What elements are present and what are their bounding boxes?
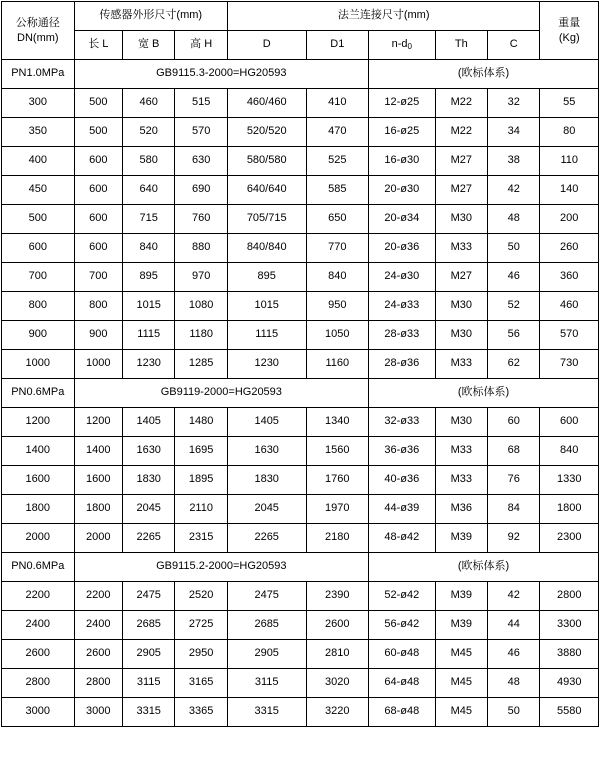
cell-width-b: 580 bbox=[122, 147, 174, 176]
cell-length-l: 700 bbox=[74, 263, 122, 292]
cell-dn: 300 bbox=[2, 89, 75, 118]
cell-height-h: 1285 bbox=[175, 350, 227, 379]
cell-length-l: 600 bbox=[74, 234, 122, 263]
header-diameter-d: D bbox=[227, 31, 306, 60]
specification-table bbox=[1, 1, 599, 727]
cell-weight: 260 bbox=[540, 234, 599, 263]
cell-diameter-d1: 3220 bbox=[306, 698, 369, 727]
cell-thickness-c: 42 bbox=[488, 582, 540, 611]
cell-diameter-d1: 1050 bbox=[306, 321, 369, 350]
cell-height-h: 1695 bbox=[175, 437, 227, 466]
cell-width-b: 895 bbox=[122, 263, 174, 292]
header-bolt-holes bbox=[369, 31, 436, 60]
cell-height-h: 760 bbox=[175, 205, 227, 234]
cell-bolt-holes: 20-ø30 bbox=[369, 176, 436, 205]
cell-weight: 80 bbox=[540, 118, 599, 147]
cell-thread-th: M30 bbox=[435, 292, 487, 321]
cell-weight: 3880 bbox=[540, 640, 599, 669]
cell-bolt-holes: 56-ø42 bbox=[369, 611, 436, 640]
cell-diameter-d: 580/580 bbox=[227, 147, 306, 176]
header-nominal-diameter bbox=[2, 2, 75, 60]
table-row bbox=[2, 524, 599, 553]
cell-height-h: 1480 bbox=[175, 408, 227, 437]
header-diameter-d1: D1 bbox=[306, 31, 369, 60]
cell-diameter-d: 840/840 bbox=[227, 234, 306, 263]
cell-length-l: 1400 bbox=[74, 437, 122, 466]
cell-width-b: 3315 bbox=[122, 698, 174, 727]
table-row bbox=[2, 176, 599, 205]
cell-diameter-d1: 650 bbox=[306, 205, 369, 234]
cell-thickness-c: 46 bbox=[488, 640, 540, 669]
cell-bolt-holes: 64-ø48 bbox=[369, 669, 436, 698]
cell-dn: 600 bbox=[2, 234, 75, 263]
cell-thread-th: M27 bbox=[435, 263, 487, 292]
cell-width-b: 1830 bbox=[122, 466, 174, 495]
cell-length-l: 500 bbox=[74, 118, 122, 147]
table-row bbox=[2, 147, 599, 176]
cell-bolt-holes: 12-ø25 bbox=[369, 89, 436, 118]
table-row bbox=[2, 118, 599, 147]
header-thickness-c: C bbox=[488, 31, 540, 60]
cell-dn: 1400 bbox=[2, 437, 75, 466]
cell-diameter-d1: 1560 bbox=[306, 437, 369, 466]
cell-bolt-holes: 52-ø42 bbox=[369, 582, 436, 611]
header-weight-line2: (Kg) bbox=[558, 31, 580, 44]
cell-height-h: 880 bbox=[175, 234, 227, 263]
cell-weight: 4930 bbox=[540, 669, 599, 698]
group-header-row bbox=[2, 553, 599, 582]
cell-thread-th: M33 bbox=[435, 234, 487, 263]
group-header-row bbox=[2, 60, 599, 89]
cell-dn: 900 bbox=[2, 321, 75, 350]
cell-weight: 360 bbox=[540, 263, 599, 292]
table-row bbox=[2, 408, 599, 437]
cell-height-h: 1180 bbox=[175, 321, 227, 350]
cell-thickness-c: 48 bbox=[488, 669, 540, 698]
cell-thickness-c: 48 bbox=[488, 205, 540, 234]
cell-bolt-holes: 48-ø42 bbox=[369, 524, 436, 553]
header-bolt-holes-subscript: 0 bbox=[407, 42, 412, 52]
cell-thread-th: M27 bbox=[435, 147, 487, 176]
cell-width-b: 460 bbox=[122, 89, 174, 118]
cell-diameter-d: 2905 bbox=[227, 640, 306, 669]
header-flange-dimensions: 法兰连接尺寸(mm) bbox=[227, 2, 540, 31]
cell-length-l: 1000 bbox=[74, 350, 122, 379]
cell-thickness-c: 42 bbox=[488, 176, 540, 205]
cell-weight: 110 bbox=[540, 147, 599, 176]
cell-bolt-holes: 20-ø36 bbox=[369, 234, 436, 263]
cell-diameter-d: 1830 bbox=[227, 466, 306, 495]
cell-thickness-c: 38 bbox=[488, 147, 540, 176]
cell-thread-th: M36 bbox=[435, 495, 487, 524]
table-header-row-sub bbox=[2, 31, 599, 60]
cell-dn: 450 bbox=[2, 176, 75, 205]
cell-diameter-d: 2475 bbox=[227, 582, 306, 611]
cell-bolt-holes: 16-ø30 bbox=[369, 147, 436, 176]
cell-thickness-c: 68 bbox=[488, 437, 540, 466]
cell-bolt-holes: 24-ø33 bbox=[369, 292, 436, 321]
cell-width-b: 520 bbox=[122, 118, 174, 147]
cell-diameter-d: 1015 bbox=[227, 292, 306, 321]
cell-thickness-c: 84 bbox=[488, 495, 540, 524]
cell-thickness-c: 92 bbox=[488, 524, 540, 553]
cell-diameter-d: 3315 bbox=[227, 698, 306, 727]
cell-height-h: 515 bbox=[175, 89, 227, 118]
cell-height-h: 3165 bbox=[175, 669, 227, 698]
cell-dn: 2600 bbox=[2, 640, 75, 669]
cell-thread-th: M45 bbox=[435, 669, 487, 698]
cell-bolt-holes: 44-ø39 bbox=[369, 495, 436, 524]
cell-bolt-holes: 36-ø36 bbox=[369, 437, 436, 466]
table-row bbox=[2, 205, 599, 234]
group-header-row bbox=[2, 379, 599, 408]
cell-diameter-d1: 1160 bbox=[306, 350, 369, 379]
cell-width-b: 2045 bbox=[122, 495, 174, 524]
cell-diameter-d1: 2810 bbox=[306, 640, 369, 669]
cell-diameter-d1: 410 bbox=[306, 89, 369, 118]
header-width-b: 宽 B bbox=[122, 31, 174, 60]
header-nominal-diameter-line2: DN(mm) bbox=[17, 31, 59, 44]
cell-diameter-d: 1115 bbox=[227, 321, 306, 350]
cell-height-h: 2315 bbox=[175, 524, 227, 553]
cell-diameter-d1: 840 bbox=[306, 263, 369, 292]
cell-diameter-d1: 3020 bbox=[306, 669, 369, 698]
table-row bbox=[2, 263, 599, 292]
cell-weight: 55 bbox=[540, 89, 599, 118]
cell-length-l: 2600 bbox=[74, 640, 122, 669]
header-height-h: 高 H bbox=[175, 31, 227, 60]
table-row bbox=[2, 234, 599, 263]
cell-width-b: 2265 bbox=[122, 524, 174, 553]
cell-diameter-d: 640/640 bbox=[227, 176, 306, 205]
cell-thread-th: M30 bbox=[435, 321, 487, 350]
cell-weight: 2800 bbox=[540, 582, 599, 611]
cell-thickness-c: 34 bbox=[488, 118, 540, 147]
cell-thickness-c: 50 bbox=[488, 698, 540, 727]
cell-weight: 460 bbox=[540, 292, 599, 321]
cell-weight: 140 bbox=[540, 176, 599, 205]
group-pressure-label: PN0.6MPa bbox=[2, 379, 75, 408]
cell-bolt-holes: 40-ø36 bbox=[369, 466, 436, 495]
cell-weight: 1330 bbox=[540, 466, 599, 495]
cell-thread-th: M33 bbox=[435, 466, 487, 495]
cell-dn: 350 bbox=[2, 118, 75, 147]
cell-dn: 400 bbox=[2, 147, 75, 176]
cell-length-l: 600 bbox=[74, 176, 122, 205]
cell-weight: 5580 bbox=[540, 698, 599, 727]
cell-diameter-d1: 2390 bbox=[306, 582, 369, 611]
cell-length-l: 2400 bbox=[74, 611, 122, 640]
cell-length-l: 2000 bbox=[74, 524, 122, 553]
cell-height-h: 1895 bbox=[175, 466, 227, 495]
cell-diameter-d: 2265 bbox=[227, 524, 306, 553]
cell-dn: 2400 bbox=[2, 611, 75, 640]
cell-length-l: 2800 bbox=[74, 669, 122, 698]
cell-diameter-d1: 585 bbox=[306, 176, 369, 205]
cell-thread-th: M39 bbox=[435, 611, 487, 640]
cell-thread-th: M39 bbox=[435, 524, 487, 553]
cell-width-b: 1115 bbox=[122, 321, 174, 350]
header-weight-line1: 重量 bbox=[558, 16, 581, 29]
cell-width-b: 3115 bbox=[122, 669, 174, 698]
cell-weight: 3300 bbox=[540, 611, 599, 640]
table-row bbox=[2, 292, 599, 321]
cell-bolt-holes: 60-ø48 bbox=[369, 640, 436, 669]
cell-diameter-d1: 1340 bbox=[306, 408, 369, 437]
header-bolt-holes-prefix: n-d bbox=[391, 38, 408, 51]
cell-thickness-c: 62 bbox=[488, 350, 540, 379]
cell-diameter-d: 3115 bbox=[227, 669, 306, 698]
group-system-note: (欧标体系) bbox=[369, 553, 599, 582]
table-row bbox=[2, 698, 599, 727]
table-row bbox=[2, 582, 599, 611]
cell-height-h: 630 bbox=[175, 147, 227, 176]
table-header-row-group bbox=[2, 2, 599, 31]
cell-weight: 2300 bbox=[540, 524, 599, 553]
cell-dn: 1600 bbox=[2, 466, 75, 495]
header-nominal-diameter-line1: 公称通径 bbox=[15, 16, 60, 29]
header-length-l: 长 L bbox=[74, 31, 122, 60]
header-sensor-dimensions: 传感器外形尺寸(mm) bbox=[74, 2, 227, 31]
cell-thread-th: M22 bbox=[435, 89, 487, 118]
cell-thread-th: M45 bbox=[435, 698, 487, 727]
cell-width-b: 840 bbox=[122, 234, 174, 263]
cell-diameter-d1: 2180 bbox=[306, 524, 369, 553]
cell-bolt-holes: 28-ø33 bbox=[369, 321, 436, 350]
cell-height-h: 2950 bbox=[175, 640, 227, 669]
table-row bbox=[2, 466, 599, 495]
cell-thickness-c: 76 bbox=[488, 466, 540, 495]
cell-diameter-d: 460/460 bbox=[227, 89, 306, 118]
cell-thickness-c: 60 bbox=[488, 408, 540, 437]
cell-thickness-c: 50 bbox=[488, 234, 540, 263]
cell-diameter-d1: 950 bbox=[306, 292, 369, 321]
cell-weight: 1800 bbox=[540, 495, 599, 524]
cell-diameter-d: 1405 bbox=[227, 408, 306, 437]
cell-length-l: 900 bbox=[74, 321, 122, 350]
cell-thickness-c: 32 bbox=[488, 89, 540, 118]
cell-diameter-d1: 470 bbox=[306, 118, 369, 147]
cell-length-l: 600 bbox=[74, 205, 122, 234]
cell-height-h: 1080 bbox=[175, 292, 227, 321]
cell-height-h: 2520 bbox=[175, 582, 227, 611]
cell-weight: 600 bbox=[540, 408, 599, 437]
cell-length-l: 3000 bbox=[74, 698, 122, 727]
cell-weight: 840 bbox=[540, 437, 599, 466]
cell-diameter-d1: 770 bbox=[306, 234, 369, 263]
cell-dn: 2000 bbox=[2, 524, 75, 553]
cell-length-l: 1200 bbox=[74, 408, 122, 437]
cell-height-h: 3365 bbox=[175, 698, 227, 727]
group-standard-label: GB9115.2-2000=HG20593 bbox=[74, 553, 368, 582]
cell-diameter-d: 520/520 bbox=[227, 118, 306, 147]
cell-height-h: 2725 bbox=[175, 611, 227, 640]
cell-height-h: 690 bbox=[175, 176, 227, 205]
table-row bbox=[2, 350, 599, 379]
cell-width-b: 1015 bbox=[122, 292, 174, 321]
cell-width-b: 640 bbox=[122, 176, 174, 205]
cell-width-b: 1230 bbox=[122, 350, 174, 379]
group-system-note: (欧标体系) bbox=[369, 60, 599, 89]
cell-weight: 570 bbox=[540, 321, 599, 350]
cell-diameter-d: 1630 bbox=[227, 437, 306, 466]
cell-length-l: 800 bbox=[74, 292, 122, 321]
cell-bolt-holes: 28-ø36 bbox=[369, 350, 436, 379]
cell-thickness-c: 52 bbox=[488, 292, 540, 321]
cell-thread-th: M45 bbox=[435, 640, 487, 669]
cell-bolt-holes: 32-ø33 bbox=[369, 408, 436, 437]
cell-diameter-d: 705/715 bbox=[227, 205, 306, 234]
group-system-note: (欧标体系) bbox=[369, 379, 599, 408]
cell-length-l: 1800 bbox=[74, 495, 122, 524]
cell-diameter-d: 895 bbox=[227, 263, 306, 292]
cell-dn: 1800 bbox=[2, 495, 75, 524]
cell-bolt-holes: 16-ø25 bbox=[369, 118, 436, 147]
cell-dn: 1200 bbox=[2, 408, 75, 437]
cell-height-h: 570 bbox=[175, 118, 227, 147]
group-pressure-label: PN1.0MPa bbox=[2, 60, 75, 89]
cell-dn: 3000 bbox=[2, 698, 75, 727]
cell-dn: 700 bbox=[2, 263, 75, 292]
cell-dn: 500 bbox=[2, 205, 75, 234]
cell-width-b: 2475 bbox=[122, 582, 174, 611]
table-row bbox=[2, 321, 599, 350]
cell-thickness-c: 44 bbox=[488, 611, 540, 640]
cell-diameter-d: 2685 bbox=[227, 611, 306, 640]
cell-thread-th: M30 bbox=[435, 205, 487, 234]
cell-thread-th: M33 bbox=[435, 350, 487, 379]
table-row bbox=[2, 89, 599, 118]
cell-dn: 2200 bbox=[2, 582, 75, 611]
cell-thread-th: M39 bbox=[435, 582, 487, 611]
cell-dn: 800 bbox=[2, 292, 75, 321]
table-row bbox=[2, 495, 599, 524]
table-row bbox=[2, 669, 599, 698]
cell-width-b: 2905 bbox=[122, 640, 174, 669]
cell-width-b: 2685 bbox=[122, 611, 174, 640]
cell-height-h: 2110 bbox=[175, 495, 227, 524]
cell-bolt-holes: 68-ø48 bbox=[369, 698, 436, 727]
cell-dn: 1000 bbox=[2, 350, 75, 379]
cell-length-l: 2200 bbox=[74, 582, 122, 611]
cell-length-l: 600 bbox=[74, 147, 122, 176]
cell-thickness-c: 46 bbox=[488, 263, 540, 292]
cell-length-l: 500 bbox=[74, 89, 122, 118]
header-thread-th: Th bbox=[435, 31, 487, 60]
cell-diameter-d: 1230 bbox=[227, 350, 306, 379]
cell-diameter-d1: 1760 bbox=[306, 466, 369, 495]
table-row bbox=[2, 611, 599, 640]
cell-width-b: 1630 bbox=[122, 437, 174, 466]
cell-bolt-holes: 24-ø30 bbox=[369, 263, 436, 292]
table-row bbox=[2, 640, 599, 669]
cell-weight: 730 bbox=[540, 350, 599, 379]
cell-bolt-holes: 20-ø34 bbox=[369, 205, 436, 234]
cell-diameter-d: 2045 bbox=[227, 495, 306, 524]
cell-dn: 2800 bbox=[2, 669, 75, 698]
cell-thread-th: M27 bbox=[435, 176, 487, 205]
cell-thread-th: M22 bbox=[435, 118, 487, 147]
cell-width-b: 715 bbox=[122, 205, 174, 234]
table-row bbox=[2, 437, 599, 466]
group-pressure-label: PN0.6MPa bbox=[2, 553, 75, 582]
group-standard-label: GB9115.3-2000=HG20593 bbox=[74, 60, 368, 89]
cell-diameter-d1: 525 bbox=[306, 147, 369, 176]
cell-width-b: 1405 bbox=[122, 408, 174, 437]
cell-thread-th: M30 bbox=[435, 408, 487, 437]
cell-weight: 200 bbox=[540, 205, 599, 234]
cell-length-l: 1600 bbox=[74, 466, 122, 495]
cell-diameter-d1: 1970 bbox=[306, 495, 369, 524]
cell-height-h: 970 bbox=[175, 263, 227, 292]
cell-thread-th: M33 bbox=[435, 437, 487, 466]
cell-diameter-d1: 2600 bbox=[306, 611, 369, 640]
cell-thickness-c: 56 bbox=[488, 321, 540, 350]
header-weight bbox=[540, 2, 599, 60]
group-standard-label: GB9119-2000=HG20593 bbox=[74, 379, 368, 408]
